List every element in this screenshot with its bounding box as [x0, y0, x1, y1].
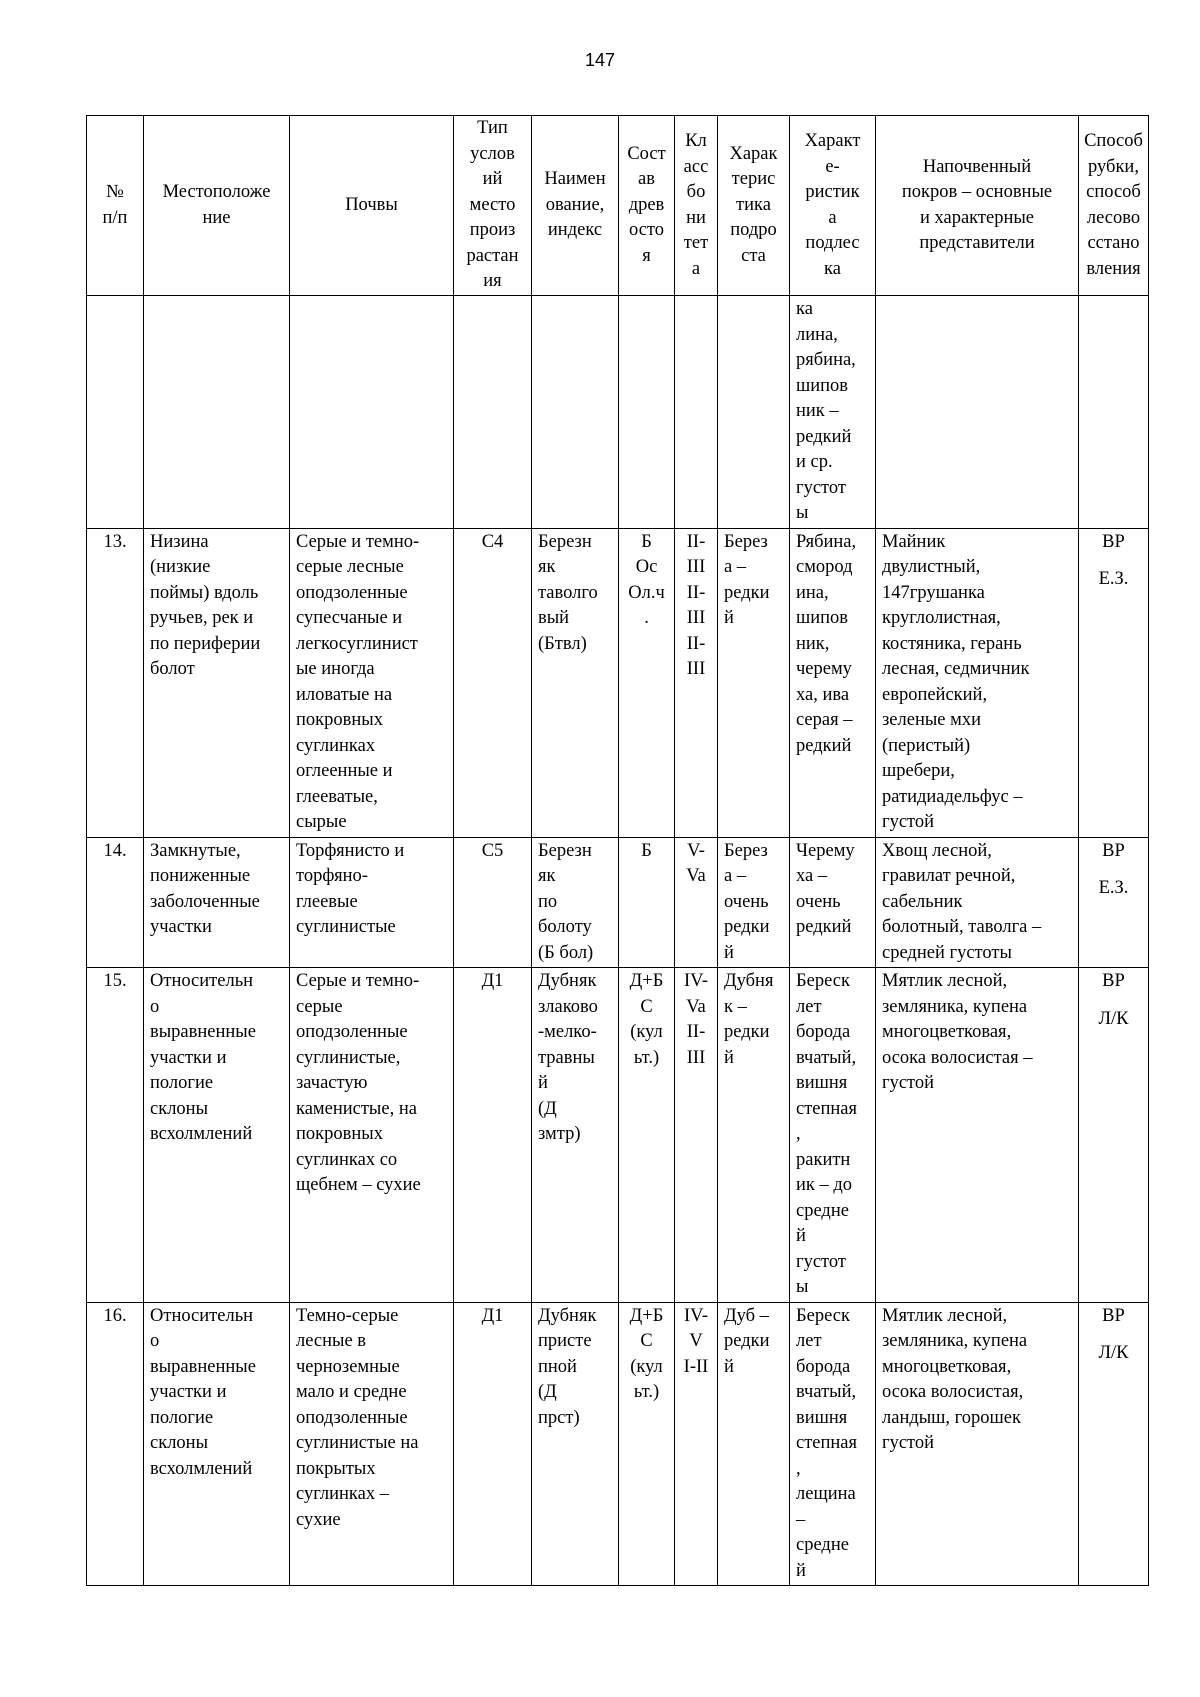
cell-soil: Серые и темно- серые оподзоленные суглинистые, зачастую каменистые, на покровных суглинках со щебнем – сухие	[290, 968, 454, 1303]
cell-number: 15.	[87, 968, 144, 1303]
cell-composition: Д+Б С (кул ьт.)	[619, 968, 675, 1303]
forest-types-table	[86, 115, 1149, 1586]
cell-name: Березн як таволго вый (Бтвл)	[532, 528, 619, 837]
cell-undergrowth: ка лина, рябина, шипов ник – редкий и ср. густот ы	[790, 296, 876, 529]
cell-method: ВР Л/К	[1079, 1302, 1149, 1586]
header-row	[87, 116, 1149, 296]
table-row	[87, 837, 1149, 968]
cell-composition: Б	[619, 837, 675, 968]
cell-location: Относительн о выравненные участки и пологие склоны всхолмлений	[144, 968, 290, 1303]
cell-number: 14.	[87, 837, 144, 968]
cell-cover: Хвощ лесной, гравилат речной, сабельник болотный, таволга – средней густоты	[876, 837, 1079, 968]
cell-soil: Темно-серые лесные в черноземные мало и средне оподзоленные суглинистые на покрытых суглинках – сухие	[290, 1302, 454, 1586]
cell-name: Березн як по болоту (Б бол)	[532, 837, 619, 968]
cell-type: С4	[454, 528, 532, 837]
cell-cover: Мятлик лесной, земляника, купена многоцветковая, осока волосистая, ландыш, горошек густой	[876, 1302, 1079, 1586]
cell-type: Д1	[454, 968, 532, 1303]
cell-soil: Серые и темно- серые лесные оподзоленные супесчаные и легкосуглинист ые иногда иловатые на покровных суглинках оглеенные и глееватые, сырые	[290, 528, 454, 837]
cell-location: Замкнутые, пониженные заболоченные участки	[144, 837, 290, 968]
header-method: Способ рубки, способ лесово сстано вления	[1079, 116, 1149, 296]
table-row	[87, 968, 1149, 1303]
cell-cover: Майник двулистный, 147грушанка круглолистная, костяника, герань лесная, седмичник европейский, зеленые мхи (перистый) шребери, ратидиадельфус – густой	[876, 528, 1079, 837]
header-cover: Напочвенный покров – основные и характерные представители	[876, 116, 1079, 296]
header-class: Кл асс бо ни тет а	[675, 116, 718, 296]
cell-class: IV- V I-II	[675, 1302, 718, 1586]
header-name: Наимен ование, индекс	[532, 116, 619, 296]
cell-class: IV- Va II- III	[675, 968, 718, 1303]
cell-undergrowth: Рябина, смород ина, шипов ник, черему ха, ива серая – редкий	[790, 528, 876, 837]
cell-class: II- III II- III II- III	[675, 528, 718, 837]
cell-class: V- Va	[675, 837, 718, 968]
cell-number: 16.	[87, 1302, 144, 1586]
cell-method: ВР Л/К	[1079, 968, 1149, 1303]
cell-location: Низина (низкие поймы) вдоль ручьев, рек и по периферии болот	[144, 528, 290, 837]
cell-name: Дубняк злаково -мелко- травны й (Д змтр)	[532, 968, 619, 1303]
cell-method: ВР Е.З.	[1079, 837, 1149, 968]
cell-undergrowth: Черему ха – очень редкий	[790, 837, 876, 968]
cell-undergrowth: Береск лет борода вчатый, вишня степная , лещина – средне й	[790, 1302, 876, 1586]
table-row-continuation	[87, 296, 1149, 529]
cell-cover: Мятлик лесной, земляника, купена многоцветковая, осока волосистая – густой	[876, 968, 1079, 1303]
header-undergrowth: Характ е- ристик а подлес ка	[790, 116, 876, 296]
header-soil: Почвы	[290, 116, 454, 296]
cell-growth: Дубня к – редки й	[718, 968, 790, 1303]
cell-undergrowth: Береск лет борода вчатый, вишня степная , ракитн ик – до средне й густот ы	[790, 968, 876, 1303]
header-number: № п/п	[87, 116, 144, 296]
cell-soil: Торфянисто и торфяно- глеевые суглинистые	[290, 837, 454, 968]
header-composition: Сост ав древ осто я	[619, 116, 675, 296]
cell-location: Относительн о выравненные участки и пологие склоны всхолмлений	[144, 1302, 290, 1586]
cell-type: Д1	[454, 1302, 532, 1586]
cell-type: С5	[454, 837, 532, 968]
cell-number: 13.	[87, 528, 144, 837]
cell-composition: Д+Б С (кул ьт.)	[619, 1302, 675, 1586]
page-number: 147	[584, 50, 616, 70]
cell-method: ВР Е.З.	[1079, 528, 1149, 837]
table-row	[87, 1302, 1149, 1586]
header-location: Местоположе ние	[144, 116, 290, 296]
cell-growth: Дуб – редки й	[718, 1302, 790, 1586]
cell-growth: Берез а – редки й	[718, 528, 790, 837]
header-type: Тип услов ий место произ растан ия	[454, 116, 532, 296]
cell-composition: Б Ос Ол.ч .	[619, 528, 675, 837]
header-growth: Харак терис тика подро ста	[718, 116, 790, 296]
cell-name: Дубняк присте пной (Д прст)	[532, 1302, 619, 1586]
table-row	[87, 528, 1149, 837]
cell-growth: Берез а – очень редки й	[718, 837, 790, 968]
